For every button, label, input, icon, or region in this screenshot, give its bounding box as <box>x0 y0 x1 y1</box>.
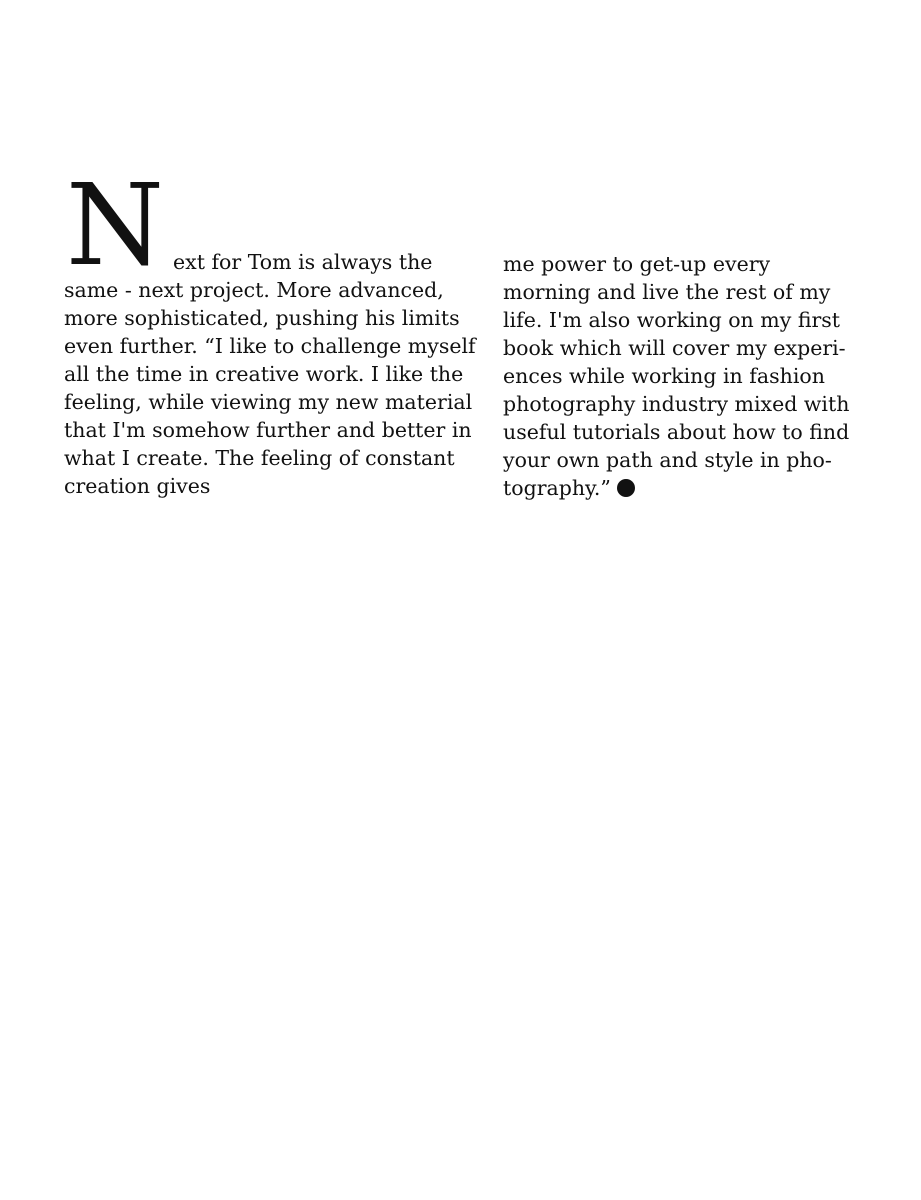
text-line: life. I'm also working on my first <box>503 308 841 332</box>
text-line: more sophisticated, pushing his limits <box>64 306 460 330</box>
text-line-last-text: tography.” <box>503 476 611 500</box>
text-line: morning and live the rest of my <box>503 280 831 304</box>
text-line: book which will cover my experi- <box>503 336 846 360</box>
text-line: that I'm somehow further and better in <box>64 418 472 442</box>
text-line: me power to get-up every <box>503 252 771 276</box>
text-line: useful tutorials about how to find <box>503 420 850 444</box>
article-column-right <box>503 250 873 502</box>
end-of-article-dot-icon <box>617 479 635 497</box>
text-line: even further. “I like to challenge myself <box>64 334 476 358</box>
text-line: photography industry mixed with <box>503 392 850 416</box>
text-line: ext for Tom is always the <box>173 250 433 274</box>
text-line: creation gives <box>64 474 211 498</box>
text-line: what I create. The feeling of constant <box>64 446 455 470</box>
text-line-last <box>503 474 873 502</box>
text-line: same - next project. More advanced, <box>64 278 444 302</box>
text-line: all the time in creative work. I like the <box>64 362 464 386</box>
text-line: ences while working in fashion <box>503 364 825 388</box>
article-column-left <box>64 161 476 500</box>
drop-cap: N <box>66 161 164 291</box>
text-line: your own path and style in pho- <box>503 448 832 472</box>
text-line: feeling, while viewing my new material <box>64 390 473 414</box>
